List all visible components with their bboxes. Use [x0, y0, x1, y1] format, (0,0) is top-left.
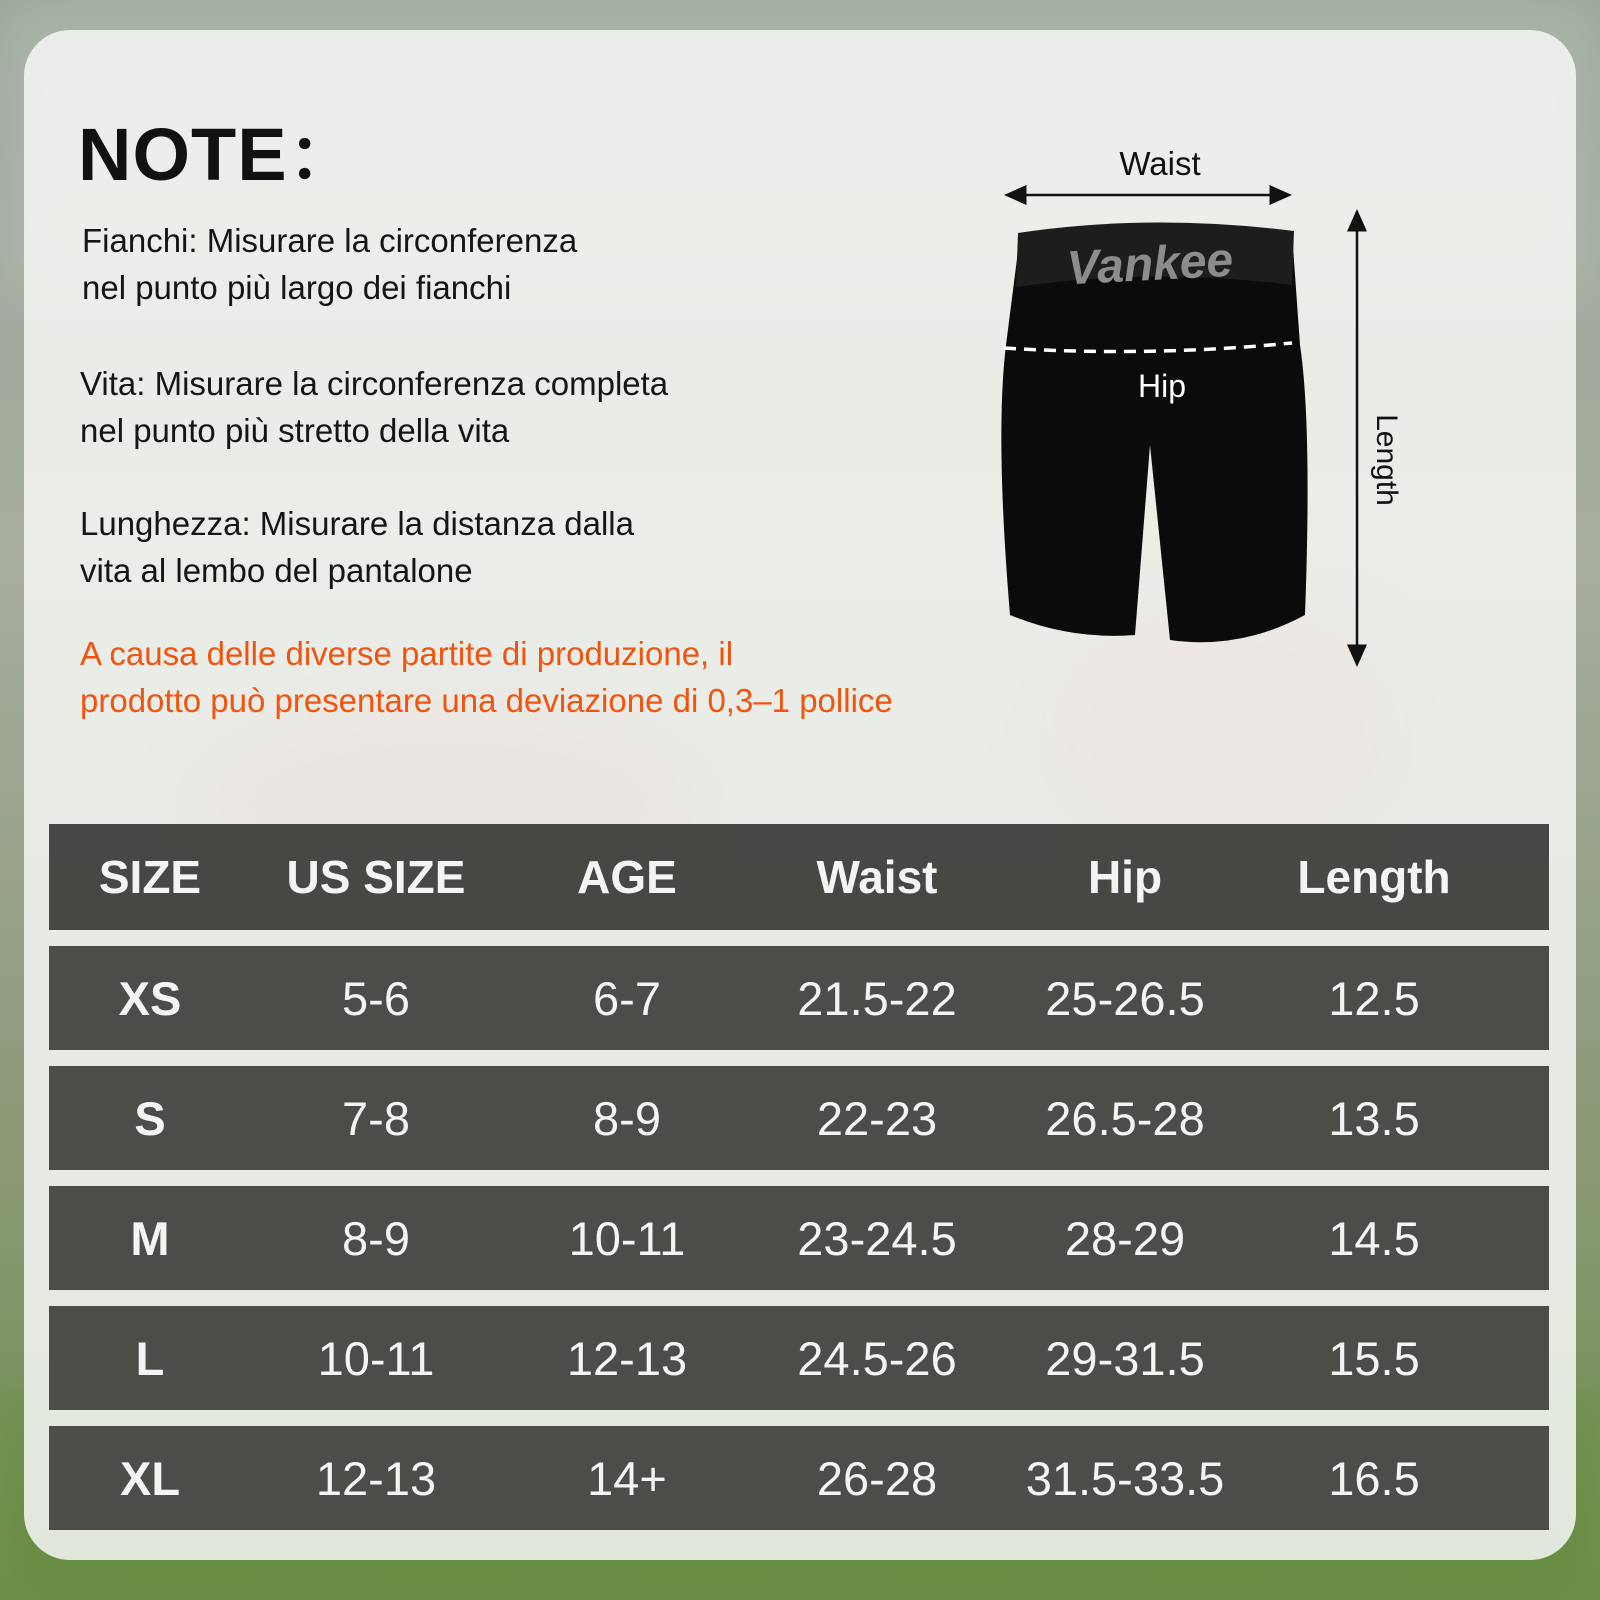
cell-age: 6-7	[593, 971, 661, 1025]
cell-us-size: 12-13	[315, 1451, 437, 1505]
hip-label: Hip	[1137, 368, 1187, 404]
cell-size: XL	[119, 1451, 181, 1505]
cell-waist: 26-28	[816, 1451, 938, 1505]
waist-line: Vita: Misurare la circonferenza completa	[80, 365, 669, 402]
cell-hip: 29-31.5	[1045, 1331, 1205, 1385]
size-chart-table	[49, 824, 1549, 1546]
cell-length: 15.5	[1328, 1331, 1420, 1385]
cell-us-size: 8-9	[342, 1211, 410, 1265]
cell-length: 12.5	[1328, 971, 1420, 1025]
hip-line: Fianchi: Misurare la circonferenza	[82, 222, 578, 259]
cell-length: 14.5	[1328, 1211, 1420, 1265]
cell-age: 12-13	[566, 1331, 688, 1385]
cell-hip: 25-26.5	[1045, 971, 1205, 1025]
cell-us-size: 5-6	[342, 971, 410, 1025]
brand-logo: Vankee	[1065, 233, 1235, 296]
waist-line: nel punto più stretto della vita	[80, 412, 510, 449]
hip-line: nel punto più largo dei fianchi	[82, 269, 512, 306]
cell-age: 8-9	[593, 1091, 661, 1145]
cell-waist: 23-24.5	[797, 1211, 957, 1265]
table-row	[49, 1426, 1549, 1530]
cell-size: S	[134, 1091, 166, 1145]
table-row	[49, 1306, 1549, 1410]
length-line: vita al lembo del pantalone	[80, 552, 473, 589]
header-length: Length	[1297, 851, 1451, 903]
table-row	[49, 946, 1549, 1050]
cell-age: 10-11	[568, 1211, 686, 1265]
hip-instructions	[82, 217, 577, 311]
header-us-size: US SIZE	[286, 851, 466, 903]
cell-hip: 26.5-28	[1045, 1091, 1205, 1145]
shorts-diagram	[1000, 135, 1420, 675]
length-instructions	[80, 500, 634, 594]
cell-age: 14+	[587, 1451, 667, 1505]
cell-waist: 22-23	[816, 1091, 938, 1145]
cell-size: M	[130, 1211, 170, 1265]
cell-hip: 28-29	[1064, 1211, 1186, 1265]
table-header-row	[49, 824, 1549, 930]
header-size: SIZE	[98, 851, 202, 903]
cell-us-size: 7-8	[342, 1091, 410, 1145]
table-row	[49, 1186, 1549, 1290]
note-title: NOTE：	[78, 113, 363, 196]
cell-hip: 31.5-33.5	[1025, 1451, 1225, 1505]
warning-line: A causa delle diverse partite di produzione, il	[80, 635, 734, 672]
length-line: Lunghezza: Misurare la distanza dalla	[80, 505, 634, 542]
cell-us-size: 10-11	[317, 1331, 435, 1385]
cell-size: XS	[118, 971, 182, 1025]
cell-length: 16.5	[1328, 1451, 1420, 1505]
length-label: Length	[1370, 414, 1403, 506]
cell-waist: 21.5-22	[797, 971, 957, 1025]
header-age: AGE	[577, 851, 677, 903]
cell-waist: 24.5-26	[797, 1331, 957, 1385]
warning-line: prodotto può presentare una deviazione di 0,3–1 pollice	[80, 682, 893, 719]
cell-length: 13.5	[1328, 1091, 1420, 1145]
header-hip: Hip	[1087, 851, 1163, 903]
warning-note	[80, 630, 893, 724]
waist-label: Waist	[1119, 145, 1201, 182]
table-row	[49, 1066, 1549, 1170]
header-waist: Waist	[816, 851, 938, 903]
cell-size: L	[135, 1331, 165, 1385]
waist-instructions	[80, 360, 668, 454]
